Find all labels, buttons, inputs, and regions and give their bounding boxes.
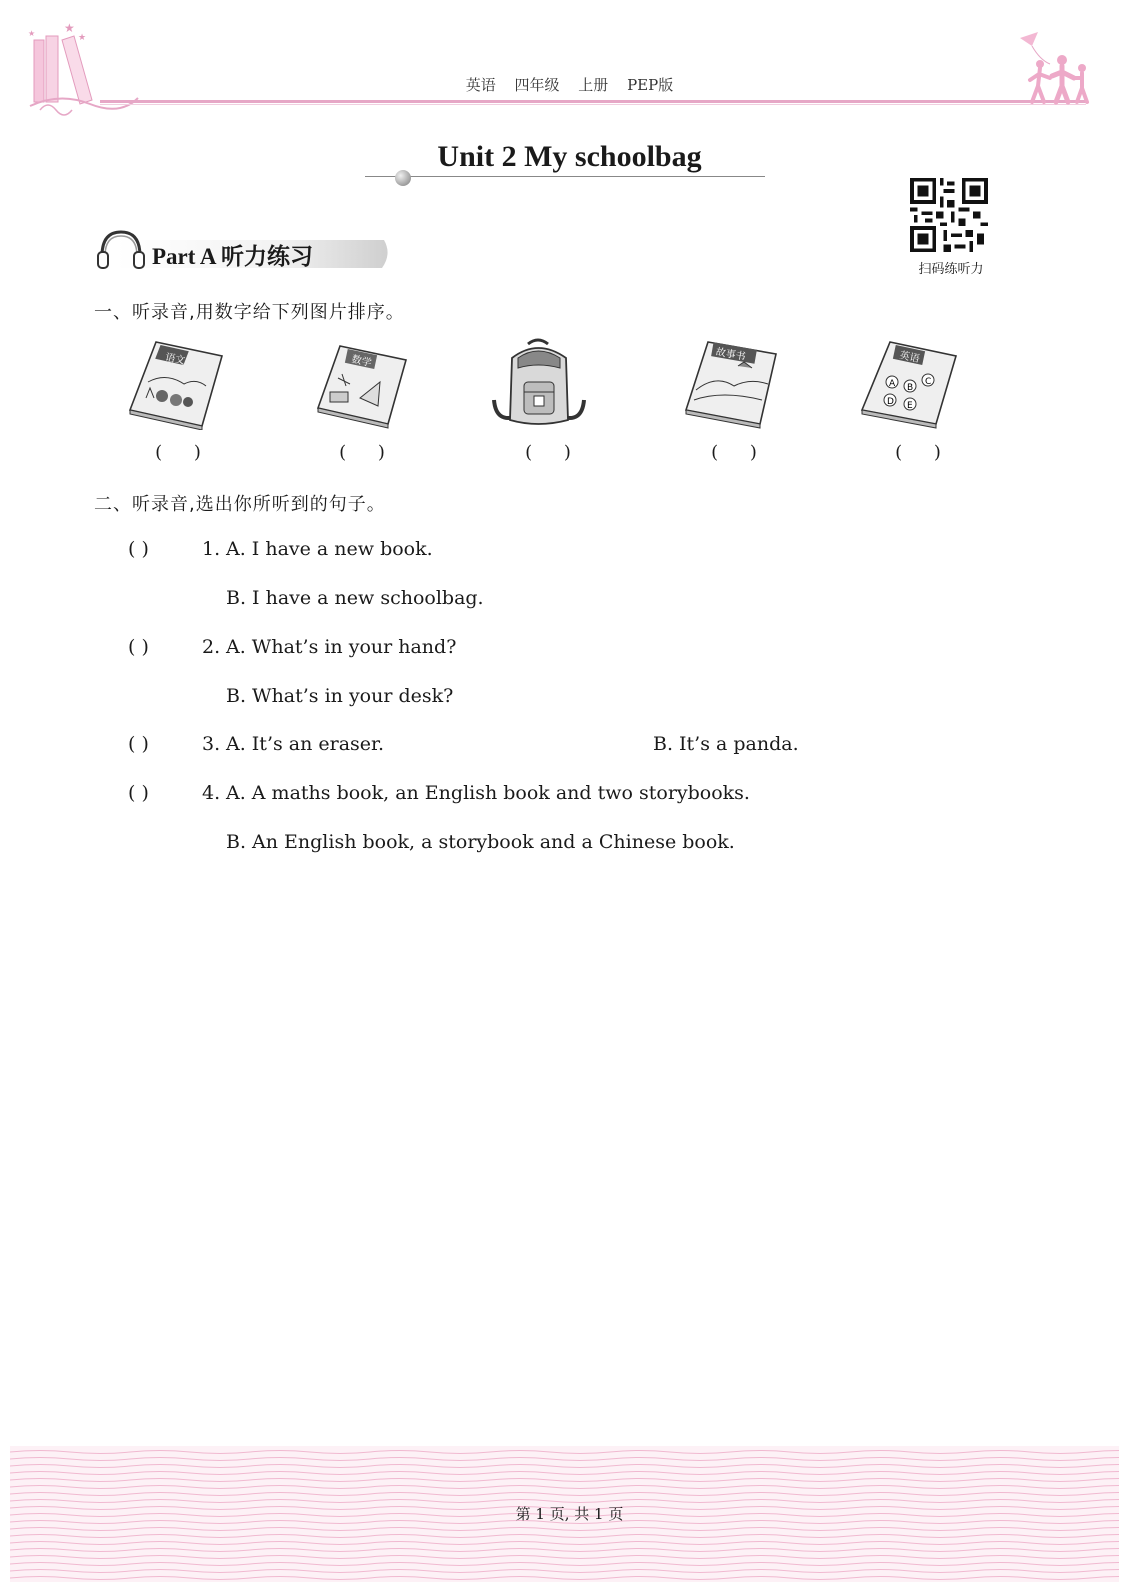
children-kite-icon (1010, 30, 1100, 106)
svg-text:E: E (907, 401, 913, 411)
answer-blank-3[interactable]: ( ) (525, 442, 571, 463)
maths-book-label: 数学 (350, 354, 373, 370)
header-rule (100, 100, 1086, 103)
question-4-answer-blank[interactable]: ( ) (128, 782, 149, 804)
question-1-option-a: A. I have a new book. (226, 538, 433, 560)
headphone-icon (94, 226, 148, 274)
page-title: Unit 2 My schoolbag (437, 140, 702, 173)
question-3-number: 3. (202, 733, 221, 755)
question-1-number: 1. (202, 538, 221, 560)
svg-text:D: D (887, 397, 894, 407)
answer-blank-4[interactable]: ( ) (711, 442, 757, 463)
question-3-option-a: A. It’s an eraser. (226, 733, 385, 755)
schoolbag-icon (488, 338, 590, 430)
svg-text:★: ★ (78, 33, 87, 43)
svg-text:★: ★ (64, 21, 75, 35)
qr-code-icon[interactable] (910, 178, 988, 252)
header-subject-line: 英语 四年级 上册 PEP版 (465, 76, 674, 94)
svg-text:C: C (925, 377, 932, 387)
svg-text:B: B (907, 383, 914, 393)
english-book-icon (858, 338, 958, 430)
question-4-option-a: A. A maths book, an English book and two storybooks. (226, 782, 750, 804)
maths-book-icon (314, 338, 408, 430)
question-1-answer-blank[interactable]: ( ) (128, 538, 149, 560)
storybook-icon (682, 338, 780, 430)
header-book-decoration-icon (20, 18, 140, 118)
question-4-option-b: B. An English book, a storybook and a Chinese book. (226, 831, 735, 853)
part-title: Part A 听力练习 (152, 244, 313, 269)
svg-text:★: ★ (28, 29, 36, 38)
answer-blank-1[interactable]: ( ) (155, 442, 201, 463)
qr-caption: 扫码练听力 (918, 262, 984, 277)
answer-blank-2[interactable]: ( ) (339, 442, 385, 463)
chinese-book-icon (126, 338, 224, 430)
title-dot-icon (395, 170, 411, 186)
question-3-answer-blank[interactable]: ( ) (128, 733, 149, 755)
section-2-heading: 二、听录音,选出你所听到的句子。 (94, 494, 386, 515)
header-rule-thin (100, 104, 1086, 105)
storybook-label: 故事书 (714, 346, 747, 363)
question-4-number: 4. (202, 782, 221, 804)
english-book-label: 英语 (898, 350, 921, 366)
question-2-option-b: B. What’s in your desk? (226, 685, 454, 707)
title-underline (365, 176, 765, 177)
question-2-number: 2. (202, 636, 221, 658)
answer-blank-5[interactable]: ( ) (895, 442, 941, 463)
chinese-book-label: 语文 (164, 352, 186, 368)
question-2-option-a: A. What’s in your hand? (226, 636, 457, 658)
question-1-option-b: B. I have a new schoolbag. (226, 587, 484, 609)
question-2-answer-blank[interactable]: ( ) (128, 636, 149, 658)
question-3-option-b: B. It’s a panda. (653, 733, 799, 755)
section-1-heading: 一、听录音,用数字给下列图片排序。 (94, 302, 405, 323)
page-number: 第 1 页, 共 1 页 (515, 1505, 624, 1523)
svg-text:A: A (889, 379, 896, 389)
